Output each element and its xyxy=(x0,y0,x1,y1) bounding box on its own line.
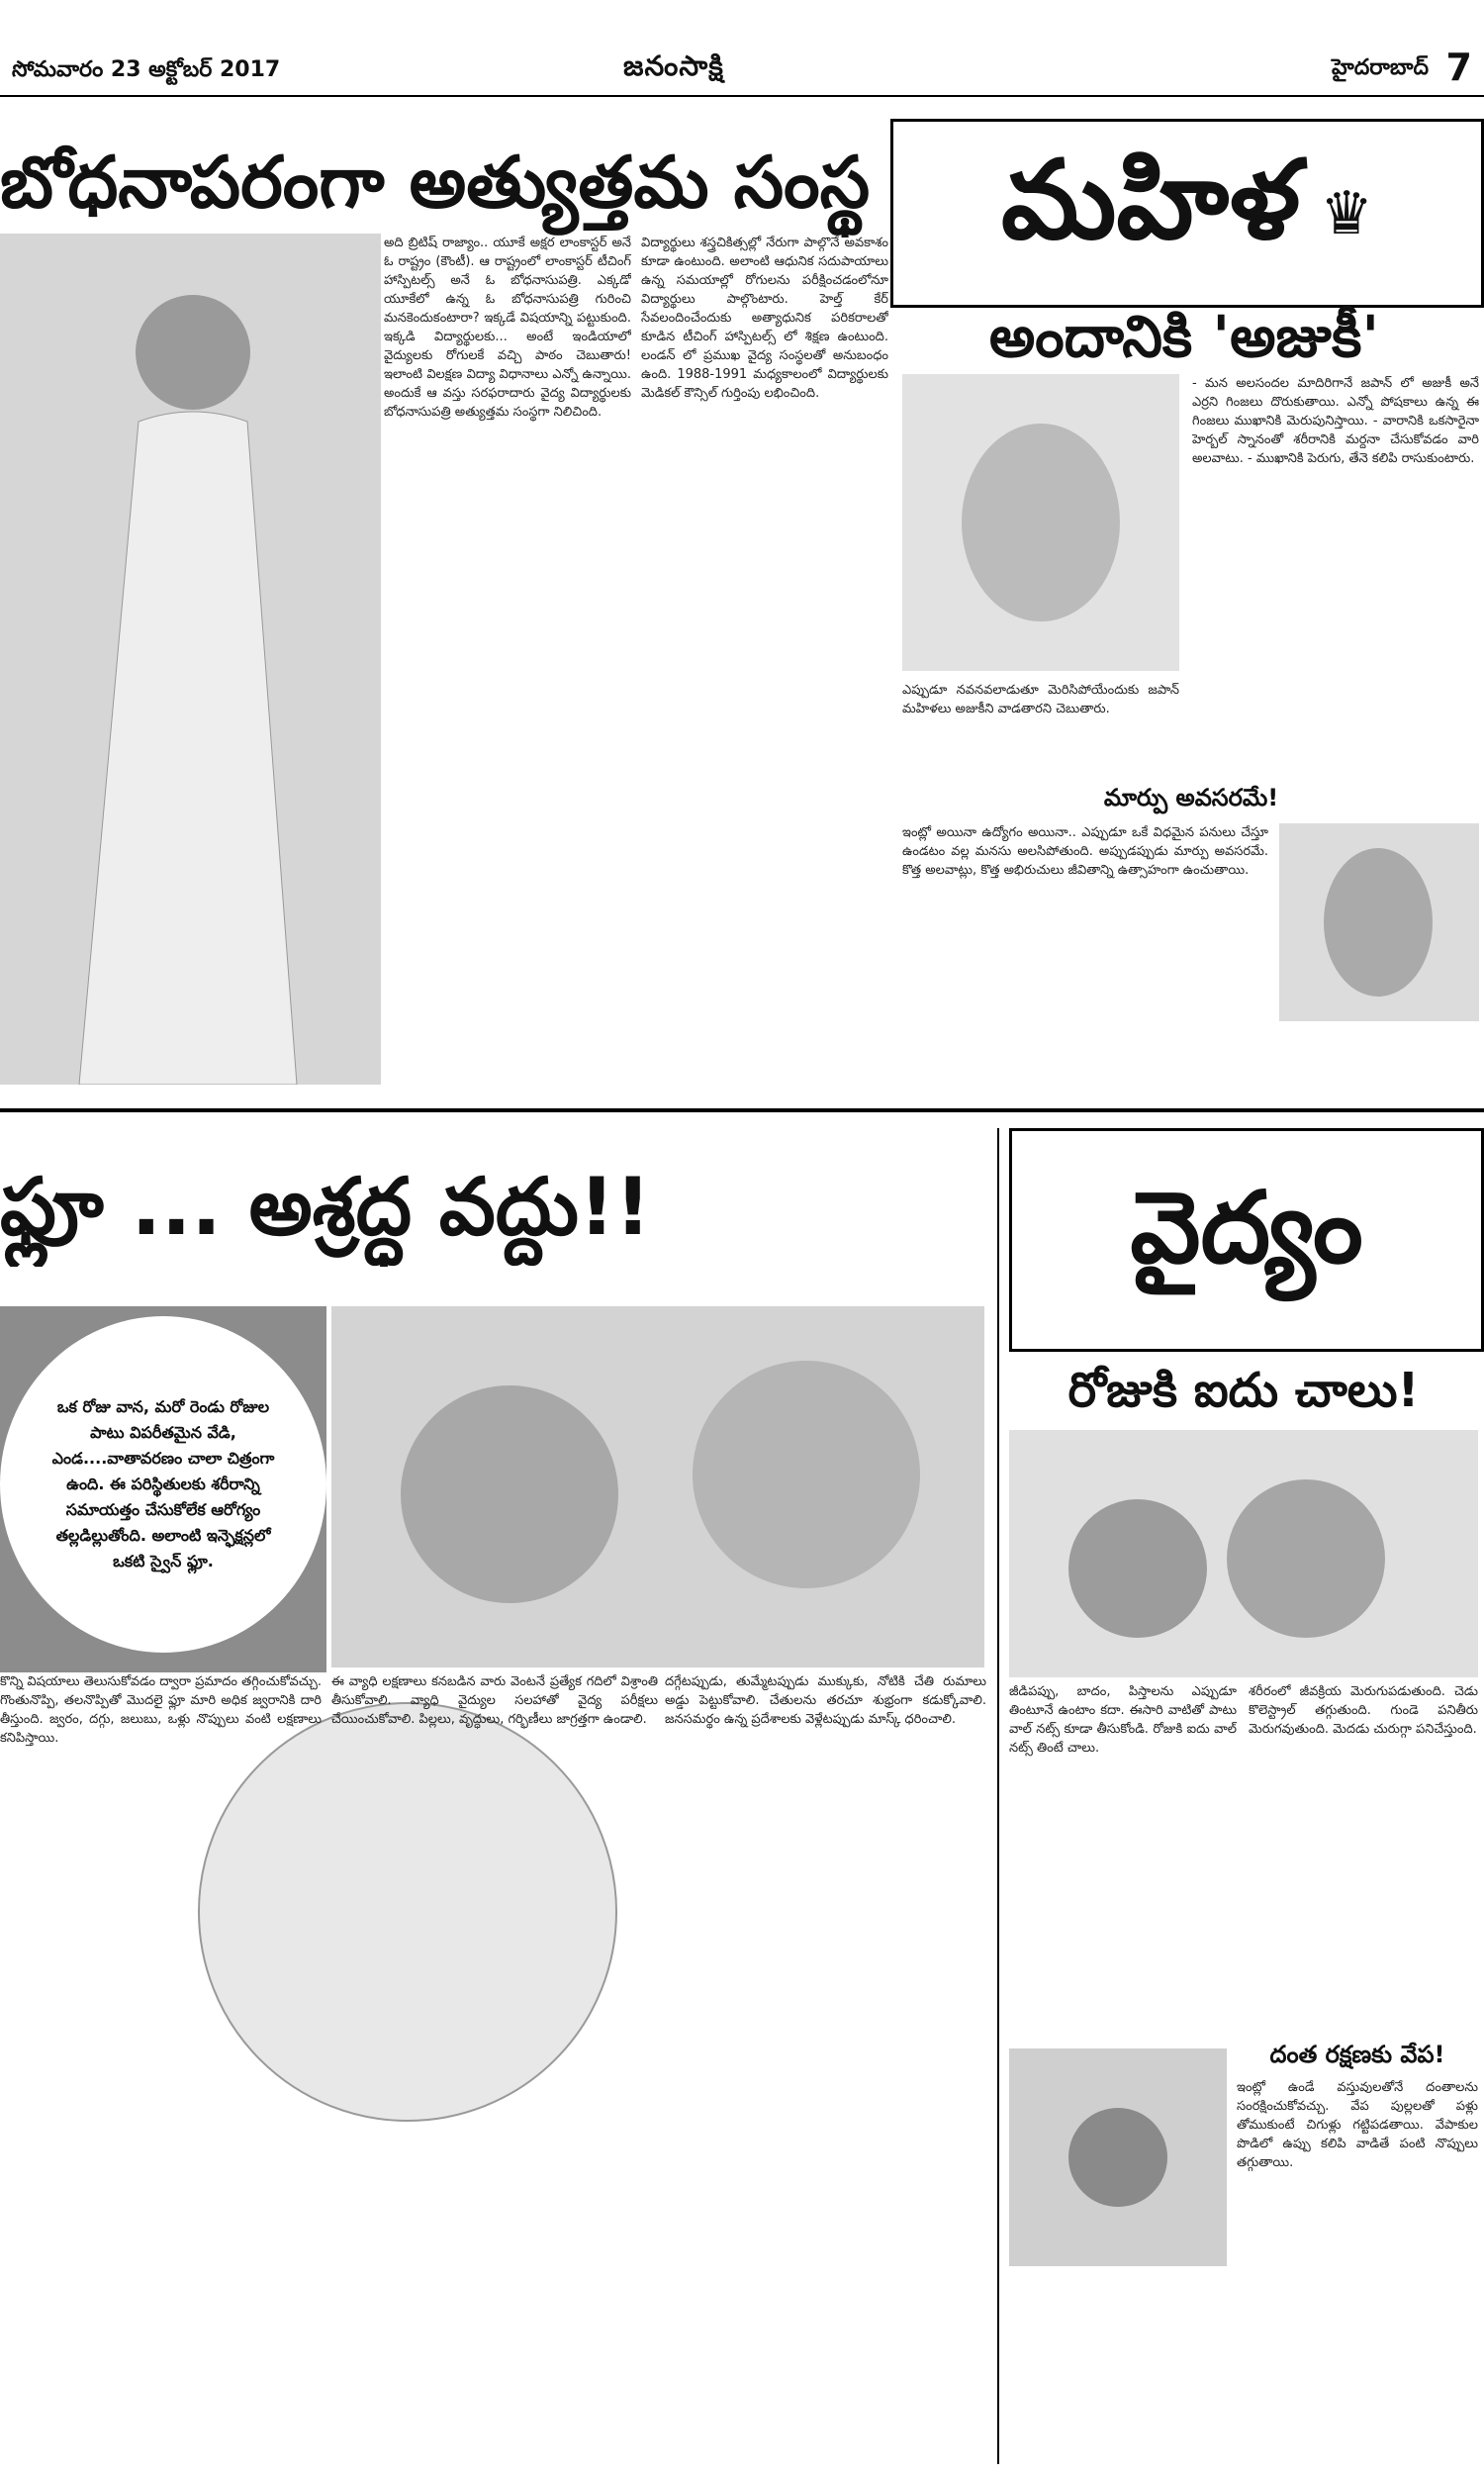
mahila-subheading: మార్పు అవసరమే! xyxy=(1103,784,1279,811)
article1-col1: అది బ్రిటిష్ రాజ్యాం.. యూకే అక్షర లాంకాస్టర్ అనే ఓ రాష్ట్రం (కౌంటీ). ఆ రాష్ట్రంలో లాంకాస్టర్ టీచింగ్ హాస్పిటల్స్ అనే ఓ బోధనాసుపత్రి. ఎక్కడో యూకేలో ఉన్న ఓ బోధనాసుపత్రి గురించి మనకెందుకంటారా? ఇక్కడే విషయాన్ని పట్టుకుంది. ఇక్కడి విద్యార్థులకు... అంటే ఇండియాలో వైద్యులకు రోగులకే వచ్చి పాఠం చెబుతారు! ఇలాంటి విలక్షణ విద్యా విధానాలు ఎన్నో ఉన్నాయి. అందుకే ఆ వస్తు సరఫరాదారు వైద్య విద్యార్థులకు బోధనాసుపత్రి అత్యుత్తమ సంస్థగా నిలిచింది. xyxy=(384,236,631,420)
flu-col3: దగ్గేటప్పుడు, తుమ్మేటప్పుడు ముక్కుకు, నోటికి చేతి రుమాలు అడ్డు పెట్టుకోవాలి. చేతులను తరచూ శుభ్రంగా కడుక్కోవాలి. జనసమర్థం ఉన్న ప్రదేశాలకు వెళ్లేటప్పుడు మాస్క్ ధరించాలి. xyxy=(665,1674,986,1727)
headline-article1: బోధనాపరంగా అత్యుత్తమ సంస్థ xyxy=(0,141,871,224)
issue-date: సోమవారం 23 అక్టోబర్ 2017 xyxy=(12,57,281,82)
page-number: 7 xyxy=(1445,46,1472,89)
article1-col2: విద్యార్థులు శస్త్రచికిత్సల్లో నేరుగా పాల్గొనే అవకాశం కూడా ఉంటుంది. అలాంటి ఆధునిక సదుపాయాలు ఉన్న సమయాల్లో రోగులను పరీక్షించడంలోనూ విద్యార్థులు పాల్గొంటారు. హెల్త్ కేర్ సేవలందించేందుకు అత్యాధునిక పరికరాలతో కూడిన టీచింగ్ హాస్పిటల్స్ లో శిక్షణ ఉంటుంది. లండన్ లో ప్రముఖ వైద్య సంస్థలతో అనుబంధం ఉంది. 1988-1991 మధ్యకాలంలో విద్యార్థులకు మెడికల్ కౌన్సిల్ గుర్తింపు లభించింది. xyxy=(641,236,888,401)
mahila-bullets: - మన అలసందల మాదిరిగానే జపాన్ లో అజుకీ అనే ఎర్రని గింజలు దొరుకుతాయి. ఎన్నో పోషకాలు ఉన్న ఈ గింజలు ముఖానికి మెరుపునిస్తాయి. - వారానికి ఒకసారైనా హెర్బల్ స్నానంతో శరీరానికి మర్దనా చేసుకోవడం వారి అలవాటు. - ముఖానికి పెరుగు, తేనె కలిపి రాసుకుంటారు. xyxy=(1192,376,1479,466)
mahila-caption: ఎప్పుడూ నవనవలాడుతూ మెరిసిపోయేందుకు జపాన్ మహిళలు అజుకీని వాడతారని చెబుతారు. xyxy=(902,683,1179,716)
photo-woman-saree xyxy=(0,234,381,1085)
crown-icon: ♛ xyxy=(1320,178,1373,248)
city-label: హైదరాబాద్ xyxy=(1332,55,1429,80)
photo-woman-2 xyxy=(1279,823,1479,1021)
vaidyam-logo xyxy=(1009,1128,1484,1352)
masthead xyxy=(0,0,1484,97)
photo-neem xyxy=(1009,2048,1227,2266)
newspaper-logo: జనంసాక్షి xyxy=(623,49,724,82)
mahila-logo-text: మహిళ xyxy=(1001,136,1301,263)
vaidyam-headline: రోజుకి ఐదు చాలు! xyxy=(1067,1363,1420,1418)
section-divider xyxy=(0,1108,1484,1112)
mahila-headline: అందానికి 'అజుకీ' xyxy=(988,303,1380,370)
photo-walnuts xyxy=(1009,1430,1478,1677)
vaidyam-logo-text: వైద్యం xyxy=(1130,1170,1363,1285)
photo-children-masks xyxy=(331,1306,984,1667)
vaidyam-text1: జీడిపప్పు, బాదం, పిస్తాలను ఎప్పుడూ తింటూనే ఉంటాం కదా. ఈసారి వాటితో పాటు వాల్ నట్స్ కూడా తీసుకోండి. రోజుకి ఐదు వాల్ నట్స్ తింటే చాలు. xyxy=(1009,1684,1237,1756)
flu-col2: ఈ వ్యాధి లక్షణాలు కనబడిన వారు వెంటనే ప్రత్యేక గదిలో విశ్రాంతి తీసుకోవాలి. వ్యాధి వైద్యుల సలహాతో వైద్య పరీక్షలు చేయించుకోవాలి. పిల్లలు, వృద్ధులు, గర్భిణీలు జాగ్రత్తగా ఉండాలి. xyxy=(331,1674,658,1727)
vaidyam-subheading: దంత రక్షణకు వేప! xyxy=(1269,2041,1445,2068)
vaidyam-sub-text: ఇంట్లో ఉండే వస్తువులతోనే దంతాలను సంరక్షించుకోవచ్చు. వేప పుల్లలతో పళ్లు తోముకుంటే చిగుళ్లు గట్టిపడతాయి. వేపాకుల పొడిలో ఉప్పు కలిపి వాడితే పంటి నొప్పులు తగ్గుతాయి. xyxy=(1237,2080,1478,2170)
flu-col1: కొన్ని విషయాలు తెలుసుకోవడం ద్వారా ప్రమాదం తగ్గించుకోవచ్చు. గొంతునొప్పి, తలనొప్పితో మొదలై ఫ్లూ మారి అధిక జ్వరానికి దారి తీస్తుంది. జ్వరం, దగ్గు, జలుబు, ఒళ్లు నొప్పులు వంటి లక్షణాలు కనిపిస్తాయి. xyxy=(0,1674,322,1746)
vaidyam-text2: శరీరంలో జీవక్రియ మెరుగుపడుతుంది. చెడు కొలెస్ట్రాల్ తగ్గుతుంది. గుండె పనితీరు మెరుగవుతుంది. మెదడు చురుగ్గా పనిచేస్తుంది. xyxy=(1249,1684,1478,1737)
flu-callout xyxy=(0,1316,326,1653)
flu-callout-text: ఒక రోజు వాన, మరో రెండు రోజుల పాటు విపరీతమైన వేడి, ఎండ....వాతావరణం చాలా చిత్రంగా ఉంది. ఈ పరిస్థితులకు శరీరాన్ని సమాయత్తం చేసుకోలేక ఆరోగ్యం తల్లడిల్లుతోంది. అలాంటి ఇన్ఫెక్షన్లలో ఒకటి స్వైన్ ఫ్లూ. xyxy=(51,1397,275,1571)
headline-flu: ఫ్లూ ... అశ్రద్ధ వద్దు!! xyxy=(0,1161,651,1253)
mahila-sub-text: ఇంట్లో అయినా ఉద్యోగం అయినా.. ఎప్పుడూ ఒకే విధమైన పనులు చేస్తూ ఉండటం వల్ల మనసు అలసిపోతుంది. అప్పుడప్పుడు మార్పు అవసరమే. కొత్త అలవాట్లు, కొత్త అభిరుచులు జీవితాన్ని ఉత్సాహంగా ఉంచుతాయి. xyxy=(902,825,1268,878)
mahila-logo xyxy=(890,119,1484,308)
photo-woman-smile xyxy=(902,374,1179,671)
column-divider xyxy=(997,1128,999,2464)
